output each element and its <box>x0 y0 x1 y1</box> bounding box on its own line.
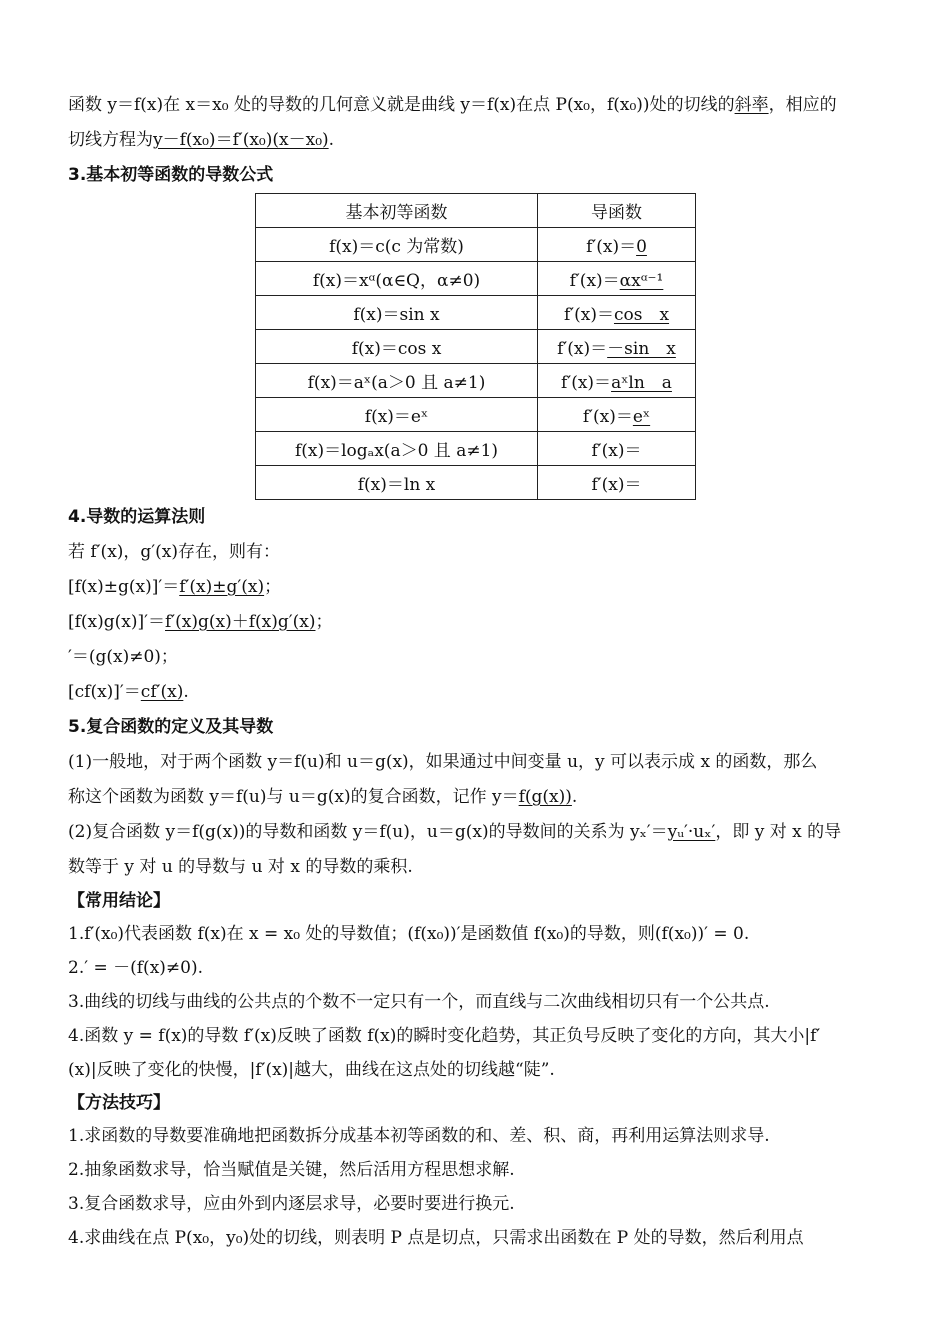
table-cell-function: f(x)＝logₐx(a＞0 且 a≠1) <box>256 432 538 466</box>
table-header-derivative: 导函数 <box>538 194 696 228</box>
intro-line-2: 切线方程为y－f(x₀)＝f′(x₀)(x－x₀). <box>68 130 335 150</box>
table-cell-function: f(x)＝xᵅ(α∈Q，α≠0) <box>256 262 538 296</box>
table-cell-function: f(x)＝c(c 为常数) <box>256 228 538 262</box>
table-cell-function: f(x)＝eˣ <box>256 398 538 432</box>
section-5-p2-line2: 数等于 y 对 u 的导数与 u 对 x 的导数的乘积. <box>68 857 413 877</box>
rule-quotient: ′＝(g(x)≠0)； <box>68 647 178 667</box>
table-row <box>256 330 696 364</box>
table-row <box>256 432 696 466</box>
document-page <box>68 88 882 1255</box>
table-row <box>256 398 696 432</box>
table-cell-derivative: f′(x)＝ <box>538 466 696 500</box>
method-item: 3.复合函数求导，应由外到内逐层求导，必要时要进行换元. <box>68 1194 515 1214</box>
table-row <box>256 296 696 330</box>
section-5-p2-line1: (2)复合函数 y＝f(g(x))的导数和函数 y＝f(u)，u＝g(x)的导数间的关系为 yₓ′＝yᵤ′·uₓ′，即 y 对 x 的导 <box>68 822 842 842</box>
section-4-heading: 4.导数的运算法则 <box>68 507 206 527</box>
section-5-p1-line2: 称这个函数为函数 y＝f(u)与 u＝g(x)的复合函数，记作 y＝f(g(x)). <box>68 787 578 807</box>
derivative-formula-table <box>255 193 696 500</box>
intro-line-1: 函数 y＝f(x)在 x＝x₀ 处的导数的几何意义就是曲线 y＝f(x)在点 P(x₀，f(x₀))处的切线的斜率，相应的 <box>68 95 837 115</box>
table-row <box>256 364 696 398</box>
table-cell-derivative: f′(x)＝eˣ <box>538 398 696 432</box>
method-item: 4.求曲线在点 P(x₀，y₀)处的切线，则表明 P 点是切点，只需求出函数在 P 处的导数，然后利用点 <box>68 1228 804 1248</box>
rule-sum: [f(x)±g(x)]′＝f′(x)±g′(x)； <box>68 577 282 597</box>
blank-slope: 斜率 <box>734 95 769 115</box>
table-cell-function: f(x)＝aˣ(a＞0 且 a≠1) <box>256 364 538 398</box>
table-cell-derivative: f′(x)＝aˣln a <box>538 364 696 398</box>
table-row <box>256 262 696 296</box>
conclusion-item: 2.′ = －(f(x)≠0). <box>68 958 204 978</box>
table-cell-function: f(x)＝cos x <box>256 330 538 364</box>
rule-constant: [cf(x)]′＝cf′(x). <box>68 682 189 702</box>
section-4-intro: 若 f′(x)，g′(x)存在，则有： <box>68 542 281 562</box>
table-row <box>256 466 696 500</box>
section-3-heading: 3.基本初等函数的导数公式 <box>68 165 274 185</box>
rule-product: [f(x)g(x)]′＝f′(x)g(x)＋f(x)g′(x)； <box>68 612 333 632</box>
table-header-row <box>256 194 696 228</box>
table-cell-derivative: f′(x)＝0 <box>538 228 696 262</box>
conclusion-item: 3.曲线的切线与曲线的公共点的个数不一定只有一个，而直线与二次曲线相切只有一个公共点. <box>68 992 770 1012</box>
table-cell-derivative: f′(x)＝cos x <box>538 296 696 330</box>
section-5-heading: 5.复合函数的定义及其导数 <box>68 717 274 737</box>
table-cell-function: f(x)＝sin x <box>256 296 538 330</box>
table-header-function: 基本初等函数 <box>256 194 538 228</box>
section-5-p1-line1: (1)一般地，对于两个函数 y＝f(u)和 u＝g(x)，如果通过中间变量 u，y 可以表示成 x 的函数，那么 <box>68 752 818 772</box>
table-row <box>256 228 696 262</box>
table-cell-derivative: f′(x)＝αxᵅ⁻¹ <box>538 262 696 296</box>
conclusion-item: 4.函数 y = f(x)的导数 f′(x)反映了函数 f(x)的瞬时变化趋势，其正负号反映了变化的方向，其大小|f′ <box>68 1026 821 1046</box>
blank-tangent-equation: y－f(x₀)＝f′(x₀)(x－x₀) <box>153 130 329 150</box>
method-item: 2.抽象函数求导，恰当赋值是关键，然后活用方程思想求解. <box>68 1160 515 1180</box>
table-cell-derivative: f′(x)＝ <box>538 432 696 466</box>
methods-heading: 【方法技巧】 <box>68 1093 170 1113</box>
method-item: 1.求函数的导数要准确地把函数拆分成基本初等函数的和、差、积、商，再利用运算法则求导. <box>68 1126 770 1146</box>
conclusions-heading: 【常用结论】 <box>68 891 170 911</box>
conclusion-item: 1.f′(x₀)代表函数 f(x)在 x = x₀ 处的导数值；(f(x₀))′是函数值 f(x₀)的导数，则(f(x₀))′ = 0. <box>68 924 750 944</box>
table-cell-derivative: f′(x)＝－sin x <box>538 330 696 364</box>
table-cell-function: f(x)＝ln x <box>256 466 538 500</box>
conclusion-item: (x)|反映了变化的快慢，|f′(x)|越大，曲线在这点处的切线越“陡”. <box>68 1060 555 1080</box>
